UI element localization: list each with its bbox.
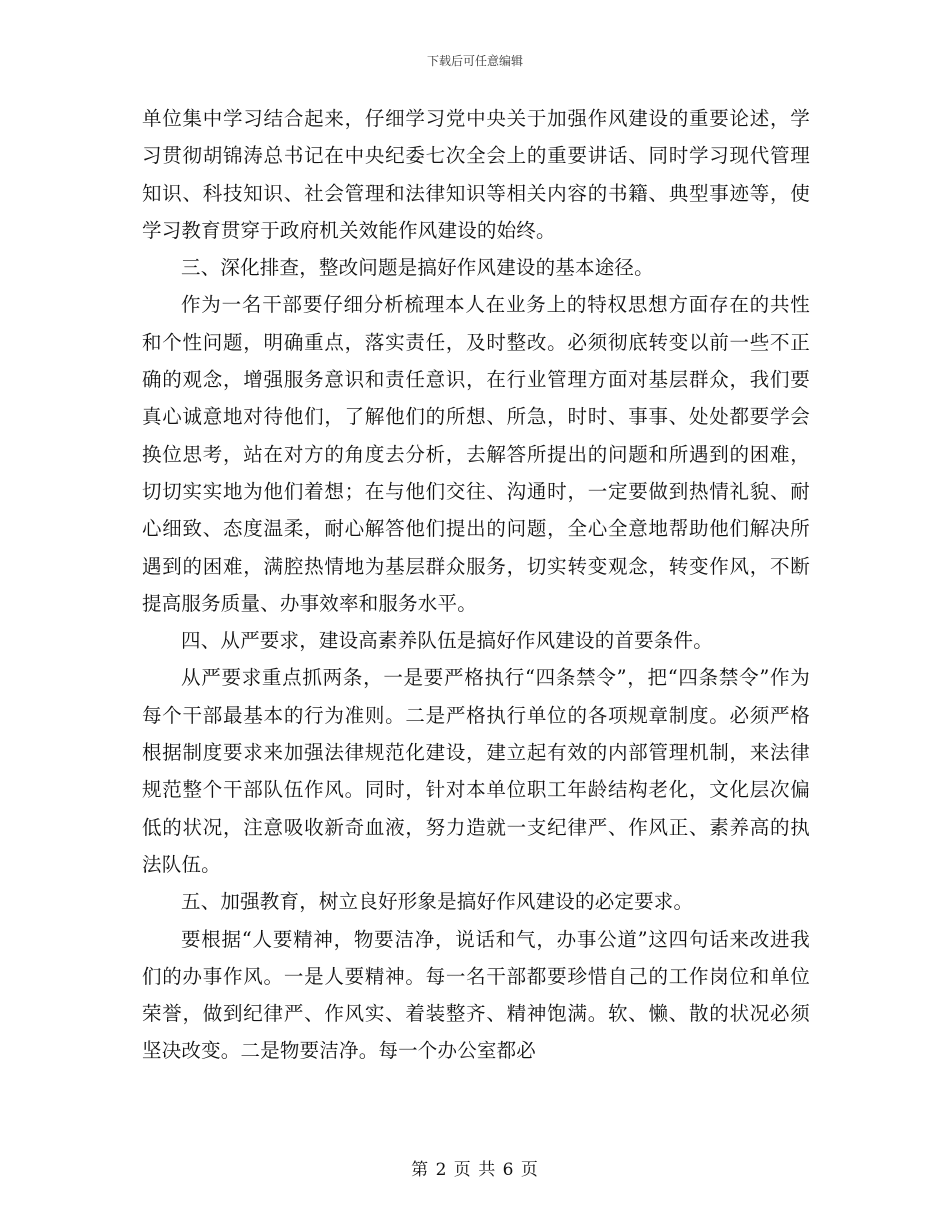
section-heading-3: 三、深化排查，整改问题是搞好作风建设的基本途径。 (181, 256, 654, 280)
page-number: 第 2 页 共 6 页 (411, 1160, 539, 1180)
section-heading-4: 四、从严要求，建设高素养队伍是搞好作风建设的首要条件。 (181, 629, 713, 653)
paragraph-section-5: 要根据“人要精神，物要洁净，说话和气，办事公道”这四句话来改进我们的办事作风。一是人要精神。每一名干部都要珍惜自己的工作岗位和单位荣誉，做到纪律严、作风实、着装整齐、精神饱满。软、懒、散的状况必须坚决改变。二是物要洁净。每一个办公室都必 (142, 927, 810, 1063)
paragraph-section-3: 作为一名干部要仔细分析梳理本人在业务上的特权思想方面存在的共性和个性问题，明确重点，落实责任，及时整改。必须彻底转变以前一些不正确的观念，增强服务意识和责任意识，在行业管理方面对基层群众，我们要真心诚意地对待他们，了解他们的所想、所急，时时、事事、处处都要学会换位思考，站在对方的角度去分析，去解答所提出的问题和所遇到的困难，切切实实地为他们着想；在与他们交往、沟通时，一定要做到热情礼貌、耐心细致、态度温柔，耐心解答他们提出的问题，全心全意地帮助他们解决所遇到的困难，满腔热情地为基层群众服务，切实转变观念，转变作风，不断提高服务质量、办事效率和服务水平。 (142, 293, 810, 615)
page-header: 下载后可任意编辑 (426, 54, 523, 68)
paragraph-section-4: 从严要求重点抓两条，一是要严格执行“四条禁令”，把“四条禁令”作为每个干部最基本的行为准则。二是严格执行单位的各项规章制度。必须严格根据制度要求来加强法律规范化建设，建立起有效的内部管理机制，来法律规范整个干部队伍作风。同时，针对本单位职工年龄结构老化，文化层次偏低的状况，注意吸收新奇血液，努力造就一支纪律严、作风正、素养高的执法队伍。 (142, 666, 810, 876)
paragraph-continuation: 单位集中学习结合起来，仔细学习党中央关于加强作风建设的重要论述，学习贯彻胡锦涛总书记在中央纪委七次全会上的重要讲话、同时学习现代管理知识、科技知识、社会管理和法律知识等相关内容的书籍、典型事迹等，使学习教育贯穿于政府机关效能作风建设的始终。 (142, 107, 810, 242)
document-body (142, 100, 810, 1070)
section-heading-5: 五、加强教育，树立良好形象是搞好作风建设的必定要求。 (181, 890, 694, 914)
